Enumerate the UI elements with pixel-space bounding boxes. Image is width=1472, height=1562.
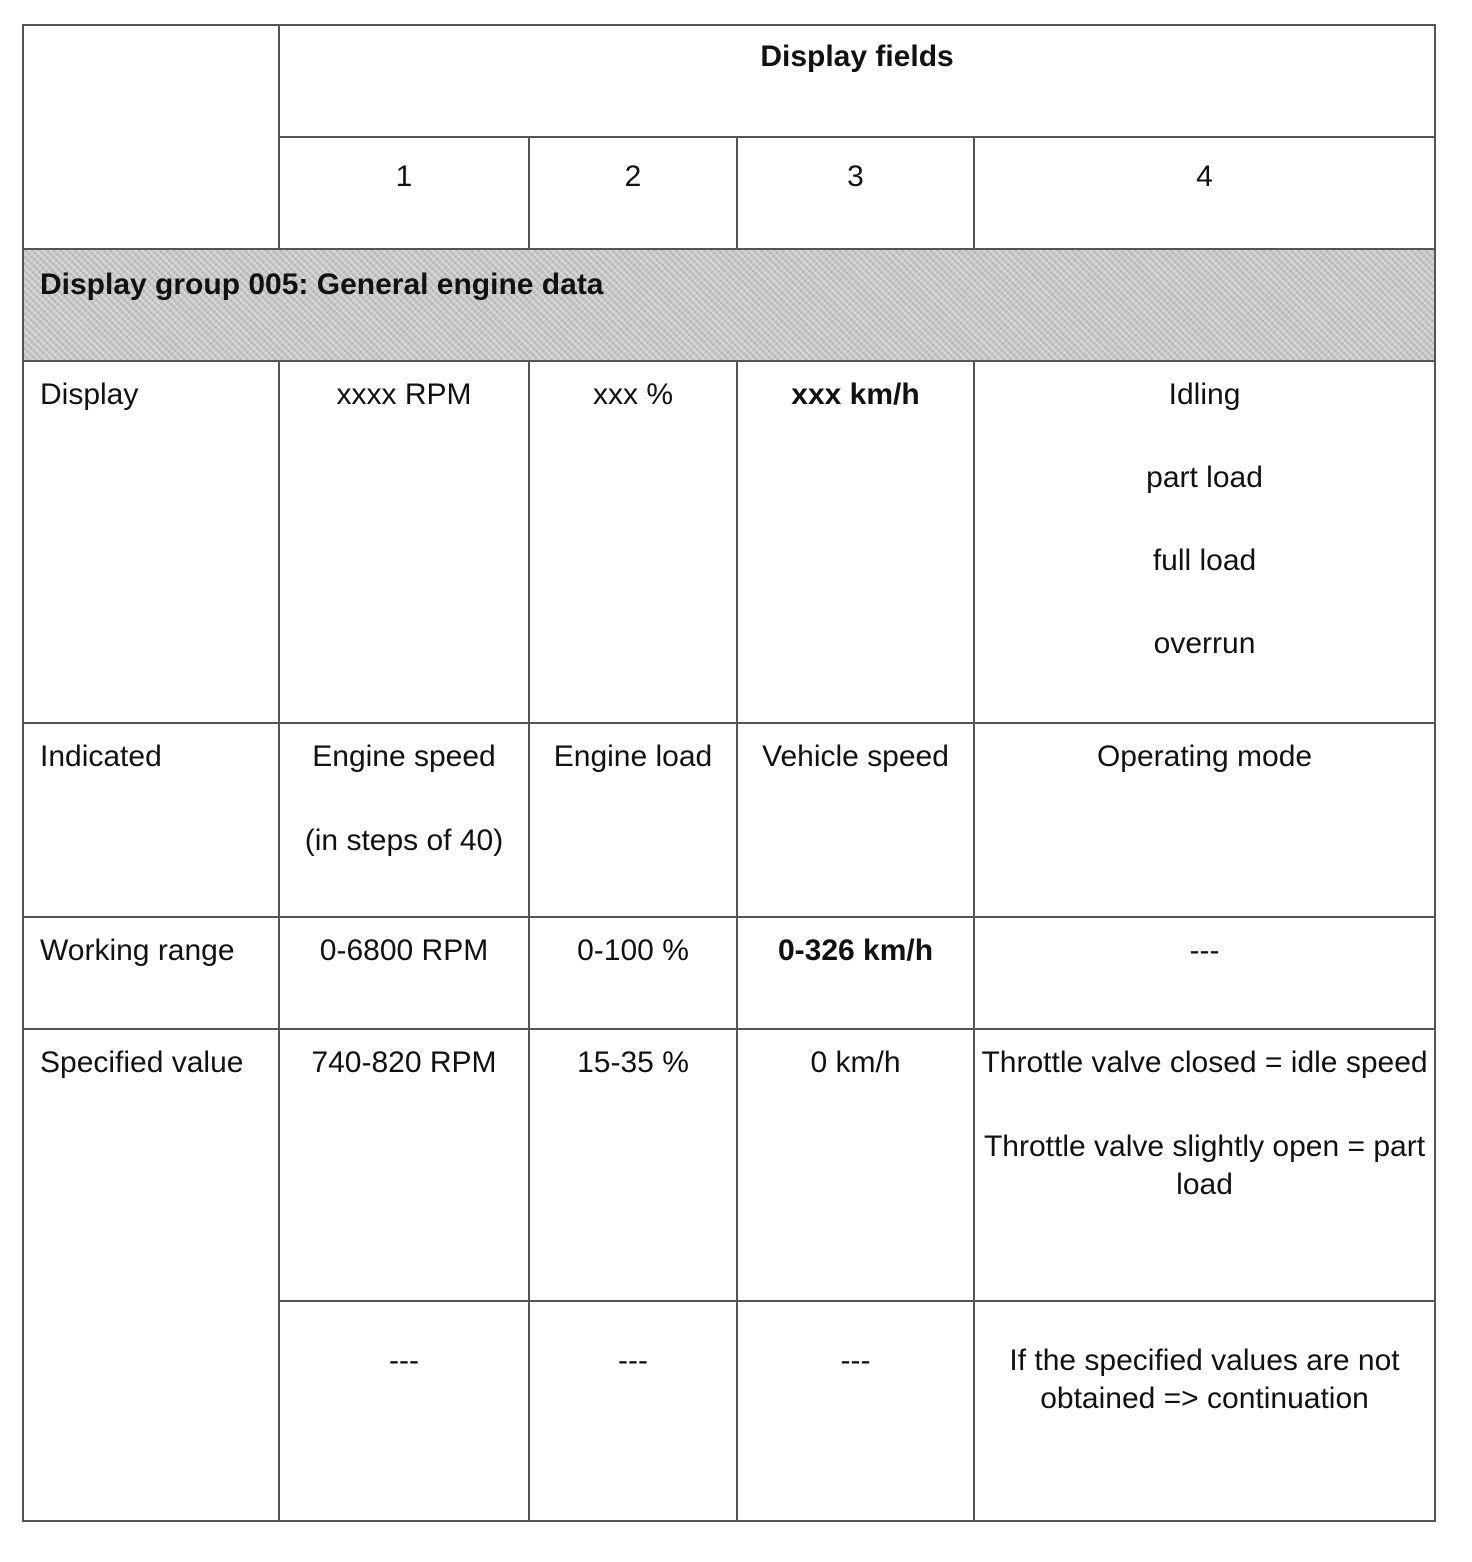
engine-data-table xyxy=(22,24,1436,1522)
row-label-display: Display xyxy=(23,361,279,723)
field-number-2: 2 xyxy=(529,137,737,249)
continuation-field-4: If the specified values are not obtained => continuation xyxy=(974,1301,1435,1521)
display-field-4 xyxy=(974,361,1435,723)
continuation-field-1: --- xyxy=(279,1301,529,1521)
specified-value-field-3: 0 km/h xyxy=(737,1029,974,1301)
indicated-field-1 xyxy=(279,723,529,917)
working-range-field-1: 0-6800 RPM xyxy=(279,917,529,1029)
working-range-field-2: 0-100 % xyxy=(529,917,737,1029)
field-number-1: 1 xyxy=(279,137,529,249)
display-option-overrun: overrun xyxy=(1153,627,1256,660)
indicated-steps-note: (in steps of 40) xyxy=(304,824,504,857)
indicated-field-4: Operating mode xyxy=(974,723,1435,917)
working-range-field-4: --- xyxy=(974,917,1435,1029)
display-field-2: xxx % xyxy=(529,361,737,723)
display-fields-header: Display fields xyxy=(279,25,1435,137)
field-number-3: 3 xyxy=(737,137,974,249)
row-label-working-range: Working range xyxy=(23,917,279,1029)
display-field-3: xxx km/h xyxy=(737,361,974,723)
continuation-field-3: --- xyxy=(737,1301,974,1521)
throttle-closed-note: Throttle valve closed = idle speed xyxy=(981,1046,1428,1079)
indicated-engine-speed: Engine speed xyxy=(312,740,496,773)
row-label-specified-value: Specified value xyxy=(23,1029,279,1521)
display-option-part-load: part load xyxy=(1146,461,1263,494)
throttle-open-note: Throttle valve slightly open = part load xyxy=(983,1130,1426,1201)
display-option-idling: Idling xyxy=(1168,378,1241,411)
indicated-field-2: Engine load xyxy=(529,723,737,917)
specified-value-field-4 xyxy=(974,1029,1435,1301)
indicated-field-3: Vehicle speed xyxy=(737,723,974,917)
continuation-field-2: --- xyxy=(529,1301,737,1521)
header-corner-cell xyxy=(23,25,279,249)
display-option-full-load: full load xyxy=(1152,544,1257,577)
specified-value-field-2: 15-35 % xyxy=(529,1029,737,1301)
row-label-indicated: Indicated xyxy=(23,723,279,917)
display-field-1: xxxx RPM xyxy=(279,361,529,723)
field-number-4: 4 xyxy=(974,137,1435,249)
working-range-field-3: 0-326 km/h xyxy=(737,917,974,1029)
specified-value-field-1: 740-820 RPM xyxy=(279,1029,529,1301)
display-group-title: Display group 005: General engine data xyxy=(23,249,1435,361)
